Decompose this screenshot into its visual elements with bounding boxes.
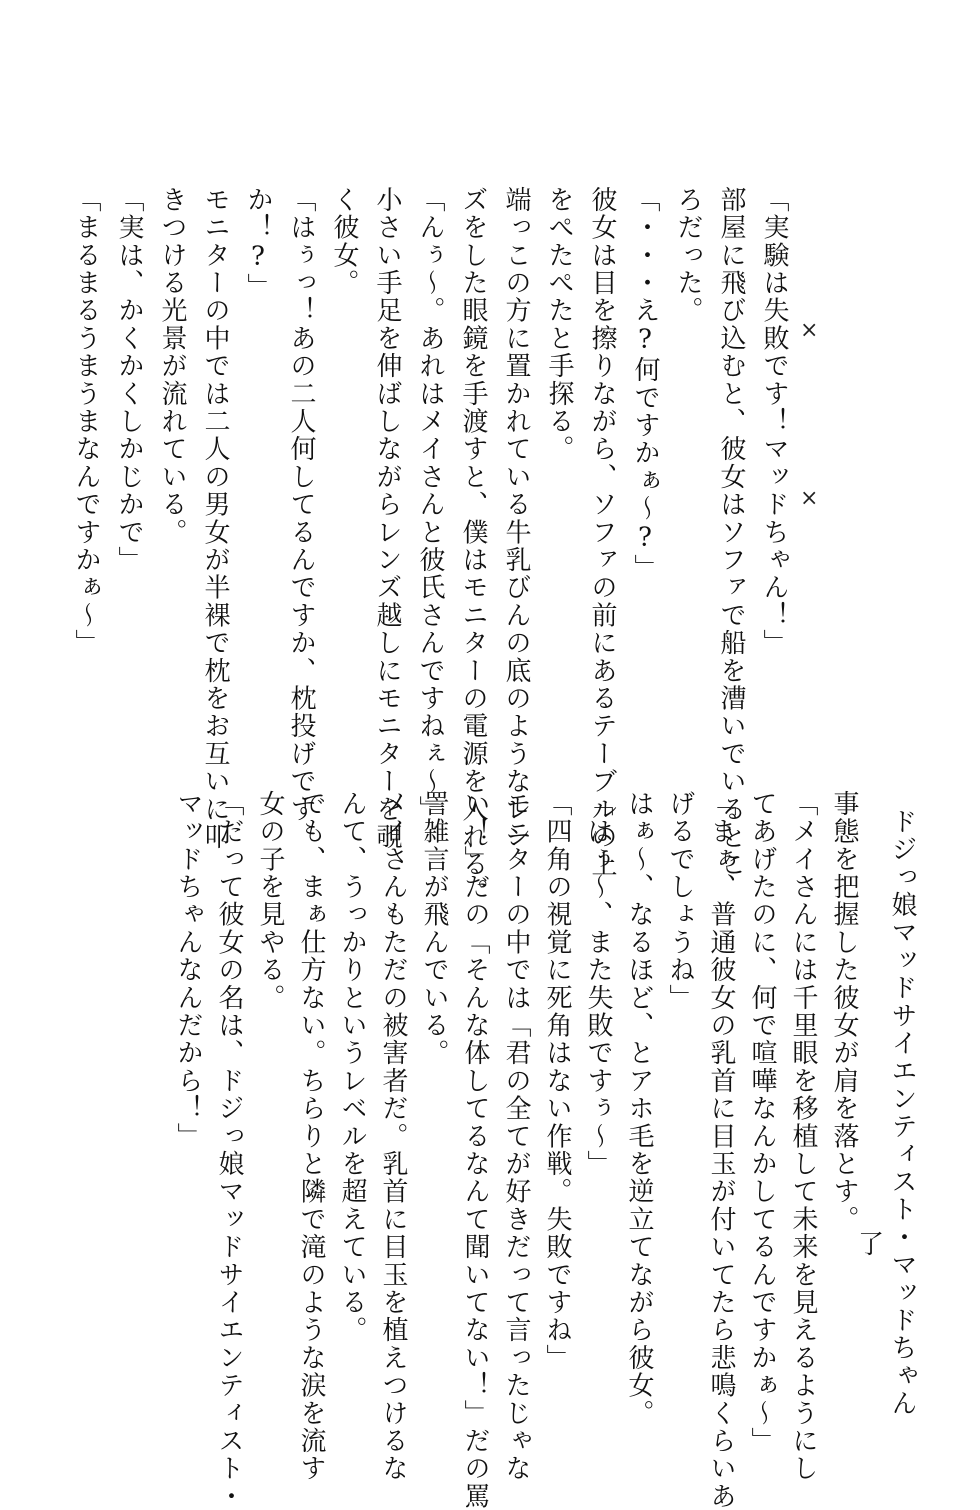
end-mark: 了 (858, 1230, 885, 1260)
text-column: 部屋に飛び込むと、彼女はソファで船を漕いでいるとこ (716, 186, 746, 879)
text-column: 「実験は失敗です！マッドちゃん！」 (759, 186, 789, 657)
text-column: 小さい手足を伸ばしながらレンズ越しにモニターを覗 (372, 186, 402, 851)
text-column: 「実は、かくかくしかじかで」 (114, 186, 144, 574)
text-column: 「だって彼女の名は、ドジっ娘マッドサイエンティスト・ (214, 790, 244, 1510)
text-column: い！」だの「そんな体してるなんて聞いてない！」だの罵 (460, 790, 490, 1510)
text-column: 女の子を見やる。 (255, 790, 285, 1012)
text-column: く彼女。 (329, 186, 359, 297)
story-title-credit: ドジっ娘マッドサイエンティスト・マッドちゃん (887, 808, 917, 1418)
text-column: マッドちゃんなんだから！」 (173, 790, 203, 1151)
text-column: 「まるまるうまうまなんですかぁ〜」 (71, 186, 101, 657)
text-column: メイさんもただの被害者だ。乳首に目玉を植えつけるな (378, 790, 408, 1483)
text-column: げるでしょうね」 (665, 790, 695, 1012)
text-column: ズをした眼鏡を手渡すと、僕はモニターの電源を入れる。 (458, 186, 488, 907)
scene-break-mark: × (800, 486, 819, 511)
text-column: 「はぅ〜、また失敗ですぅ〜」 (583, 790, 613, 1178)
text-column: をぺたぺたと手探る。 (544, 186, 574, 463)
text-column: 「はぅっ！あの二人何してるんですか、枕投げです (286, 186, 316, 824)
text-column: 「んぅ〜。あれはメイさんと彼氏さんですねぇ〜」 (415, 186, 445, 824)
text-column: でも、まぁ仕方ない。ちらりと隣で滝のような涙を流す (296, 790, 326, 1483)
text-column: 「・・・え?何ですかぁ〜?」 (630, 186, 660, 582)
text-column: てあげたのに、何で喧嘩なんかしてるんですかぁ〜」 (747, 790, 777, 1455)
text-column: 「メイさんには千里眼を移植して未来を見えるようにし (788, 790, 818, 1483)
text-column: 端っこの方に置かれている牛乳びんの底のようなレン (501, 186, 531, 851)
text-column: 詈雑言が飛んでいる。 (419, 790, 449, 1067)
scene-break-mark: × (800, 318, 819, 343)
text-column: か！?」 (243, 186, 273, 301)
text-column: きつける光景が流れている。 (157, 186, 187, 547)
text-column: 事態を把握した彼女が肩を落とす。 (829, 790, 859, 1234)
text-column: んて、うっかりというレベルを超えている。 (337, 790, 367, 1344)
text-column: 「四角の視覚に死角はない作戦。失敗ですね」 (542, 790, 572, 1372)
text-column: はぁ〜、なるほど、とアホ毛を逆立てながら彼女。 (624, 790, 654, 1428)
text-column: 「まぁ、普通彼女の乳首に目玉が付いてたら悲鳴くらいあ (706, 790, 736, 1510)
text-column: ろだった。 (673, 186, 703, 325)
text-column: 彼女は目を擦りながら、ソファの前にあるテーブルの上 (587, 186, 617, 879)
text-column: モニターの中では「君の全てが好きだって言ったじゃな (501, 790, 531, 1483)
text-column: モニターの中では二人の男女が半裸で枕をお互いに叩 (200, 186, 230, 851)
lower-text-block (160, 790, 857, 1510)
